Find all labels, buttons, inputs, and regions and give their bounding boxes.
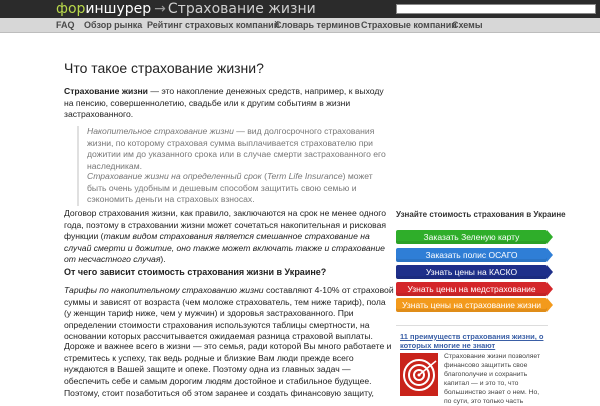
promo-image[interactable] bbox=[400, 353, 438, 396]
closing-paragraph: Поэтому, стоит позаботиться об этом заранее и создать финансовую защиту, bbox=[64, 388, 374, 398]
promo-description: Страхование жизни позволяет финансово защитить свое благополучие и сохранить капитал — и это то, что большинство знает о нем. Но, по сути, это только часть bbox=[444, 353, 541, 405]
quote-2-paren: ( bbox=[261, 171, 267, 181]
nav-schemes[interactable]: Схемы bbox=[452, 20, 483, 30]
search-input[interactable] bbox=[396, 4, 596, 14]
quote-1-term: Накопительное страхование жизни bbox=[87, 126, 234, 136]
quote-1-text: — вид долгосрочного страхования жизни, по которому страховая сумма выплачивается страхователю при дожитии им до указанного срока или в случае смерти застрахованного его наследникам. bbox=[87, 126, 386, 171]
contract-text-a: Договор страхования жизни, как правило, заключаются на срок не менее одного года, поэтому в страховании жизни может сочетаться накопительная и рисковая функции ( bbox=[64, 208, 387, 241]
order-green-card-button[interactable]: Заказать Зеленую карту bbox=[396, 230, 547, 244]
sidebar-title: Узнайте стоимость страхования в Украине bbox=[396, 210, 566, 219]
tariffs-paragraph bbox=[64, 285, 394, 343]
nav-market-review[interactable]: Обзор рынка bbox=[84, 20, 143, 30]
main-nav bbox=[0, 18, 600, 33]
kasko-prices-button[interactable]: Узнать цены на КАСКО bbox=[396, 265, 547, 279]
promo-article-link[interactable]: 11 преимуществ страхования жизни, о которых многие не знают bbox=[400, 332, 544, 350]
intro-term: Страхование жизни bbox=[64, 86, 148, 96]
tariffs-term: Тарифы по накопительному страхованию жизни bbox=[64, 285, 264, 295]
quote-2-english-term: Term Life Insurance bbox=[267, 171, 343, 181]
arrow-icon: → bbox=[154, 1, 166, 17]
section-heading: От чего зависит стоимость страхования жизни в Украине? bbox=[64, 267, 327, 277]
promo-block bbox=[396, 325, 548, 405]
contract-text-italic: таким видом страхования является смешанное страхование на случай смерти и дожитие, оно также может включать также и страхование от несчастного случая bbox=[64, 231, 385, 264]
quote-2-text: ) может быть очень удобным и дешевым способом защитить свою семью и сэкономить деньги на страховых взносах. bbox=[87, 171, 373, 204]
section-title: Страхование жизни bbox=[167, 1, 316, 17]
life-insurance-prices-button[interactable]: Узнать цены на страхование жизни bbox=[396, 298, 547, 312]
nav-glossary[interactable]: Словарь терминов bbox=[275, 20, 360, 30]
quote-2-term: Страхование жизни на определенный срок bbox=[87, 171, 262, 181]
top-bar bbox=[0, 0, 600, 18]
definition-quote-2 bbox=[77, 171, 393, 206]
medical-insurance-prices-button[interactable]: Узнать цены на медстрахование bbox=[396, 282, 547, 296]
tariffs-text: составляют 4-10% от страховой суммы и зависят от возраста (чем моложе страхователь, тем ниже тариф), пола (у женщин тариф ниже, чем у мужчин) и здоровья застрахованного. При определении стоимости страхования используются таблицы смертности, на основании которых рассчитывается ожидаемая разница страховой выплаты. bbox=[64, 285, 394, 341]
nav-insurers-rating[interactable]: Рейтинг страховых компаний bbox=[147, 20, 280, 30]
nav-faq[interactable]: FAQ bbox=[56, 20, 75, 30]
definition-quote-1 bbox=[77, 126, 393, 172]
article bbox=[64, 60, 394, 398]
article-title: Что такое страхование жизни? bbox=[64, 60, 264, 76]
family-paragraph: Дороже и важнее всего в жизни — это семья, ради которой Вы много работаете и стремитесь к успеху, так ведь родные и близкие Вам люди прежде всего нуждаются в Вашей защите и опеке. Поэтому одна из главных задач — обеспечить себе и самым дорогим людям достойное и стабильное будущее. bbox=[64, 341, 392, 386]
site-logo[interactable] bbox=[56, 0, 316, 18]
intro-text: — это накопление денежных средств, например, к выходу на пенсию, совершеннолетию, свадьбе или к другим событиям в жизни застрахованного. bbox=[64, 86, 384, 119]
logo-accent: фор bbox=[56, 1, 86, 17]
logo-rest: иншурер bbox=[85, 1, 152, 17]
contract-paragraph bbox=[64, 208, 394, 266]
intro-paragraph bbox=[64, 86, 394, 121]
order-osago-button[interactable]: Заказать полис ОСАГО bbox=[396, 248, 547, 262]
target-icon bbox=[400, 353, 438, 396]
contract-text-b: ). bbox=[160, 254, 166, 264]
nav-insurance-companies[interactable]: Страховые компании bbox=[361, 20, 457, 30]
